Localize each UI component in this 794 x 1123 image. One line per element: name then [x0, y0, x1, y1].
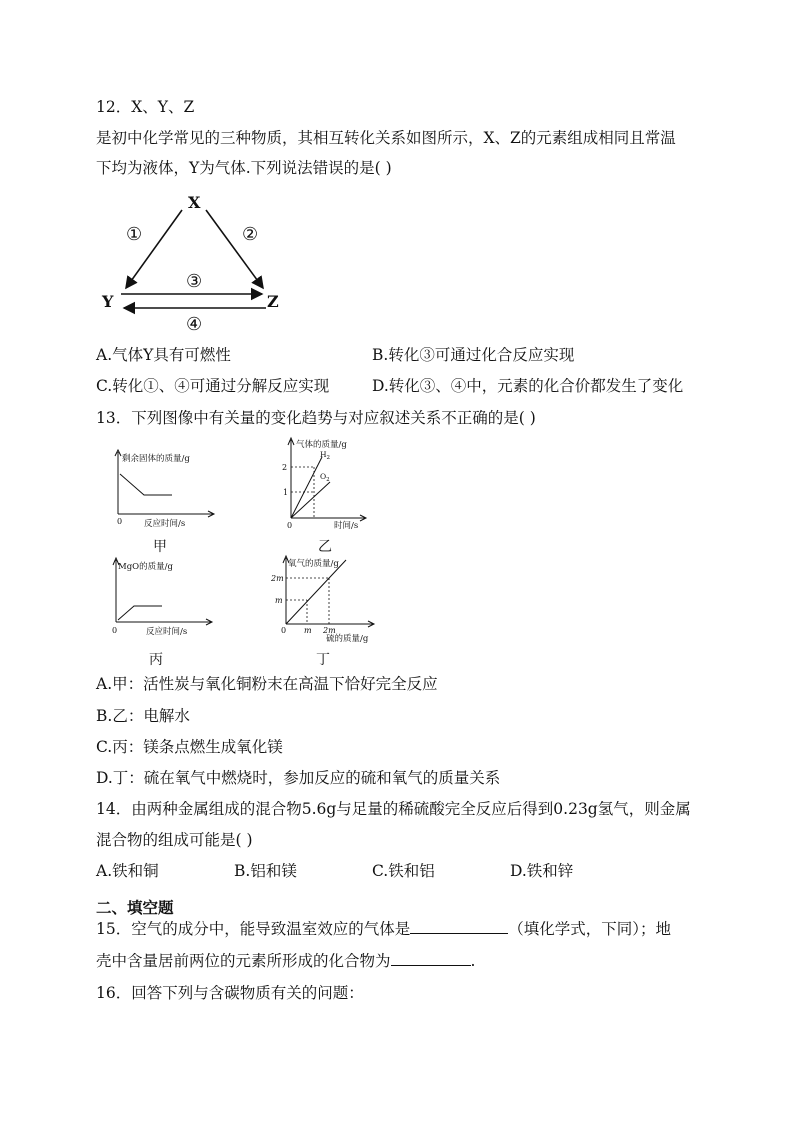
q14-option-d: D.铁和锌 — [510, 862, 574, 880]
yi-xlabel: 时间/s — [334, 521, 359, 531]
q12-option-d: D.转化③、④中，元素的化合价都发生了变化 — [372, 377, 684, 395]
node-z: Z — [267, 292, 279, 311]
q12-conversion-diagram — [96, 188, 296, 338]
svg-text:O2 — [320, 472, 330, 483]
ding-x2m: 2m — [323, 626, 336, 635]
q14-option-c: C.铁和铝 — [372, 862, 435, 880]
yi-tick2: 2 — [282, 463, 288, 472]
caption-ding: 丁 — [316, 652, 330, 668]
ding-xm: m — [304, 626, 312, 635]
q14-option-a: A.铁和铜 — [96, 862, 159, 880]
q15-text-part3: 壳中含量居前两位的元素所形成的化合物为 — [96, 952, 391, 970]
q13-option-a: A.甲：活性炭与氧化铜粉末在高温下恰好完全反应 — [96, 675, 438, 693]
caption-bing: 丙 — [149, 652, 163, 668]
label-1: ① — [126, 224, 143, 245]
yi-h2-sub: 2 — [326, 455, 331, 461]
ding-y2m: 2m — [271, 574, 284, 583]
ding-ylabel: 氧气的质量/g — [288, 559, 339, 569]
jia-curve — [120, 474, 172, 495]
svg-text:H2 — [320, 450, 330, 461]
section-title: 二、填空题 — [96, 899, 174, 917]
q13-option-b: B.乙：电解水 — [96, 707, 190, 725]
q15-line1 — [96, 918, 671, 940]
jia-origin: 0 — [117, 517, 123, 526]
label-2: ② — [242, 224, 259, 245]
q13-stem: 13．下列图像中有关量的变化趋势与对应叙述关系不正确的是( ) — [96, 409, 536, 427]
q12-stem-line2: 下均为液体，Y为气体.下列说法错误的是( ) — [96, 159, 392, 177]
caption-jia: 甲 — [153, 539, 167, 555]
caption-yi: 乙 — [318, 539, 332, 555]
q12-stem-line1: 是初中化学常见的三种物质，其相互转化关系如图所示，X、Z的元素组成相同且常温 — [96, 129, 676, 147]
label-3: ③ — [186, 271, 203, 292]
q15-blank-2[interactable] — [391, 951, 471, 966]
ding-xlabel: 硫的质量/g — [326, 634, 369, 644]
graph-ding — [270, 554, 380, 646]
q15-text-part2: （填化学式，下同）；地 — [508, 920, 671, 938]
graph-jia — [106, 448, 226, 530]
jia-ylabel: 剩余固体的质量/g — [122, 454, 190, 464]
ding-ym: m — [275, 596, 283, 605]
q14-stem-line2: 混合物的组成可能是( ) — [96, 831, 253, 849]
yi-o2-label: O — [320, 472, 327, 481]
q13-option-c: C.丙：镁条点燃生成氧化镁 — [96, 738, 283, 756]
yi-o2-sub: 2 — [326, 477, 330, 483]
q16-stem: 16．回答下列与含碳物质有关的问题： — [96, 984, 364, 1002]
graph-bing — [106, 556, 226, 638]
q12-option-b: B.转化③可通过化合反应实现 — [372, 346, 575, 364]
bing-xlabel: 反应时间/s — [146, 627, 188, 637]
q15-text-part4: . — [470, 952, 476, 970]
node-x: X — [188, 193, 201, 212]
q13-option-d: D.丁：硫在氧气中燃烧时，参加反应的硫和氧气的质量关系 — [96, 769, 501, 787]
label-4: ④ — [186, 314, 203, 335]
arrow-1 — [126, 210, 182, 288]
node-y: Y — [102, 292, 114, 311]
q15-blank-1[interactable] — [410, 919, 508, 934]
yi-o2-line — [291, 482, 330, 518]
jia-xlabel: 反应时间/s — [144, 519, 186, 529]
q15-text-part1: 15．空气的成分中，能导致温室效应的气体是 — [96, 920, 411, 938]
ding-line — [286, 560, 346, 624]
yi-tick1: 1 — [283, 488, 289, 497]
yi-h2-label: H — [320, 450, 327, 459]
q12-option-a: A.气体Y具有可燃性 — [96, 346, 231, 364]
graph-yi — [278, 436, 370, 532]
q14-option-b: B.铝和镁 — [234, 862, 297, 880]
arrow-2 — [206, 210, 263, 288]
yi-origin: 0 — [287, 521, 293, 530]
q12-option-c: C.转化①、④可通过分解反应实现 — [96, 377, 330, 395]
bing-curve — [118, 606, 162, 620]
ding-origin: 0 — [281, 626, 287, 635]
bing-origin: 0 — [112, 626, 118, 635]
q12-number: 12．X、Y、Z — [96, 98, 195, 116]
q15-line2 — [96, 950, 475, 972]
q14-stem-line1: 14．由两种金属组成的混合物5.6g与足量的稀硫酸完全反应后得到0.23g氢气，则金属 — [96, 800, 691, 818]
yi-h2-line — [291, 457, 322, 518]
bing-ylabel: MgO的质量/g — [118, 562, 173, 572]
yi-ylabel: 气体的质量/g — [296, 440, 347, 450]
